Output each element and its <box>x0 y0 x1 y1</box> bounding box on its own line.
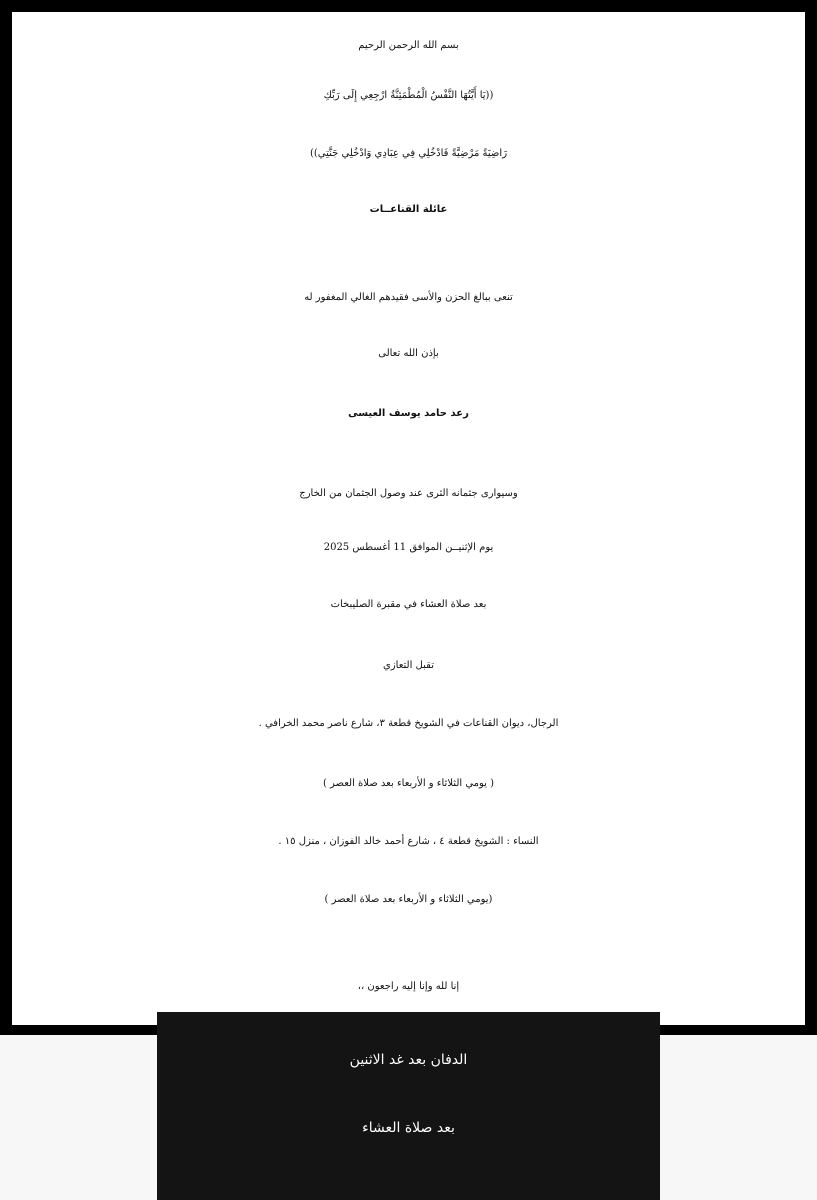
men-condolence-time: ( يومي الثلاثاء و الأربعاء بعد صلاة العصر ) <box>322 778 495 789</box>
closing-phrase: إنا لله وإنا إليه راجعون ،، <box>357 981 460 992</box>
condolences-heading: تقبل التعازي <box>383 660 434 671</box>
banner-line-2: بعد صلاة العشاء <box>362 1120 455 1136</box>
quran-verse-line-2: رَاضِيَةً مَرْضِيَّةً فَادْخُلِي فِي عِبَادِي وَادْخُلِي جَنَّتِي)) <box>309 148 508 159</box>
burial-time-banner <box>157 1012 660 1200</box>
quran-verse-line-1: ((يَا أَيَّتُهَا النَّفْسُ الْمُطْمَئِنَّةُ ارْجِعِي إِلَى رَبِّكِ <box>323 90 494 101</box>
banner-line-1: الدفان بعد غد الاثنين <box>349 1052 468 1068</box>
men-condolence-location: الرجال، ديوان القناعات في الشويخ قطعة ٣، شارع ناصر محمد الخرافي . <box>258 718 559 729</box>
mourning-statement: تنعى ببالغ الحزن والأسى فقيدهم الغالي المغفور له <box>304 292 513 303</box>
burial-statement: وسيوارى جثمانه الثرى عند وصول الجثمان من الخارج <box>299 488 518 499</box>
burial-date: يوم الإثنيــن الموافق 11 أغسطس 2025 <box>323 542 494 553</box>
women-condolence-location: النساء : الشويخ قطعة ٤ ، شارع أحمد خالد الفوزان ، منزل ١٥ . <box>278 836 539 847</box>
family-name: عائلة القناعــات <box>369 204 448 215</box>
women-condolence-time: (يومي الثلاثاء و الأربعاء بعد صلاة العصر ) <box>324 894 493 905</box>
deceased-name: رعد حامد يوسف العيسى <box>348 408 469 419</box>
permission-line: بإذن الله تعالى <box>378 348 439 359</box>
burial-prayer-location: بعد صلاة العشاء في مقبرة الصليبخات <box>330 599 487 610</box>
basmala: بسم الله الرحمن الرحيم <box>358 40 459 51</box>
obituary-notice <box>12 12 805 1025</box>
